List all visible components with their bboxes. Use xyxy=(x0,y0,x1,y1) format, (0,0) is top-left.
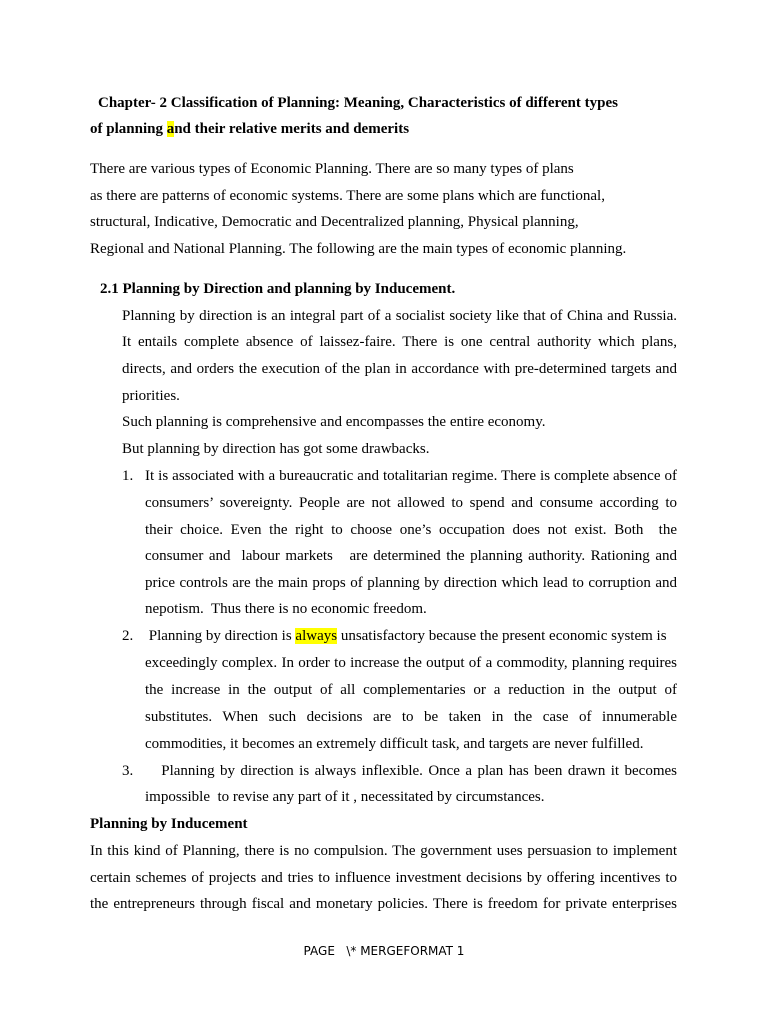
list-item-line: price controls are the main props of planning by direction which lead to corruption and xyxy=(145,575,677,591)
list-item-line: Planning by direction is always inflexible. Once a plan has been drawn it becomes xyxy=(145,763,677,779)
body-line: priorities. xyxy=(122,388,180,404)
list-item-line: consumer and labour markets are determined the planning authority. Rationing and xyxy=(145,548,677,564)
list-item-line: nepotism. Thus there is no economic freedom. xyxy=(145,601,427,617)
chapter-title-line1: Chapter- 2 Classification of Planning: Meaning, Characteristics of different types xyxy=(98,95,618,111)
body-line: In this kind of Planning, there is no compulsion. The government uses persuasion to implement xyxy=(90,843,677,859)
body-line: Such planning is comprehensive and encompasses the entire economy. xyxy=(122,414,546,430)
list-number: 3. xyxy=(122,763,134,779)
list-item-line: consumers’ sovereignty. People are not allowed to spend and consume according to xyxy=(145,495,677,511)
list-item-line: commodities, it becomes an extremely difficult task, and targets are never fulfilled. xyxy=(145,736,644,752)
list-item-text: unsatisfactory because the present economic system is xyxy=(337,628,667,644)
body-line: It entails complete absence of laissez-faire. There is one central authority which plans, xyxy=(122,334,677,350)
list-item-text: Planning by direction is xyxy=(145,628,296,644)
body-line: But planning by direction has got some drawbacks. xyxy=(122,441,430,457)
body-line: certain schemes of projects and tries to influence investment decisions by offering incentives to xyxy=(90,870,677,886)
chapter-title-text: of planning xyxy=(90,121,167,137)
section-heading: 2.1 Planning by Direction and planning by Inducement. xyxy=(100,281,456,297)
body-line: directs, and orders the execution of the plan in accordance with pre-determined targets and xyxy=(122,361,677,377)
subsection-heading: Planning by Inducement xyxy=(90,816,248,832)
list-item-line: substitutes. When such decisions are to be taken in the case of innumerable xyxy=(145,709,677,725)
list-item-line: their choice. Even the right to choose one’s occupation does not exist. Both the xyxy=(145,522,677,538)
list-number: 1. xyxy=(122,468,134,484)
body-line: the entrepreneurs through fiscal and monetary policies. There is freedom for private enterprises xyxy=(90,896,677,912)
intro-line: Regional and National Planning. The following are the main types of economic planning. xyxy=(90,241,627,257)
list-item-line: impossible to revise any part of it , necessitated by circumstances. xyxy=(145,789,545,805)
intro-line: structural, Indicative, Democratic and Decentralized planning, Physical planning, xyxy=(90,214,579,230)
highlighted-word: always xyxy=(295,628,338,644)
intro-line: There are various types of Economic Planning. There are so many types of plans xyxy=(90,161,574,177)
chapter-title-line2 xyxy=(90,119,409,139)
list-number: 2. xyxy=(122,628,134,644)
highlighted-letter: a xyxy=(166,121,175,137)
list-item-line: the increase in the output of all complementaries or a reduction in the output of xyxy=(145,682,677,698)
intro-line: as there are patterns of economic systems. There are some plans which are functional, xyxy=(90,188,605,204)
list-item-line xyxy=(145,626,677,646)
body-line: Planning by direction is an integral part of a socialist society like that of China and Russia. xyxy=(122,308,677,324)
list-item-line: exceedingly complex. In order to increase the output of a commodity, planning requires xyxy=(145,655,677,671)
chapter-title-text: nd their relative merits and demerits xyxy=(174,121,410,137)
page-footer: PAGE \* MERGEFORMAT 1 xyxy=(303,944,465,958)
list-item-line: It is associated with a bureaucratic and totalitarian regime. There is complete absence of xyxy=(145,468,677,484)
